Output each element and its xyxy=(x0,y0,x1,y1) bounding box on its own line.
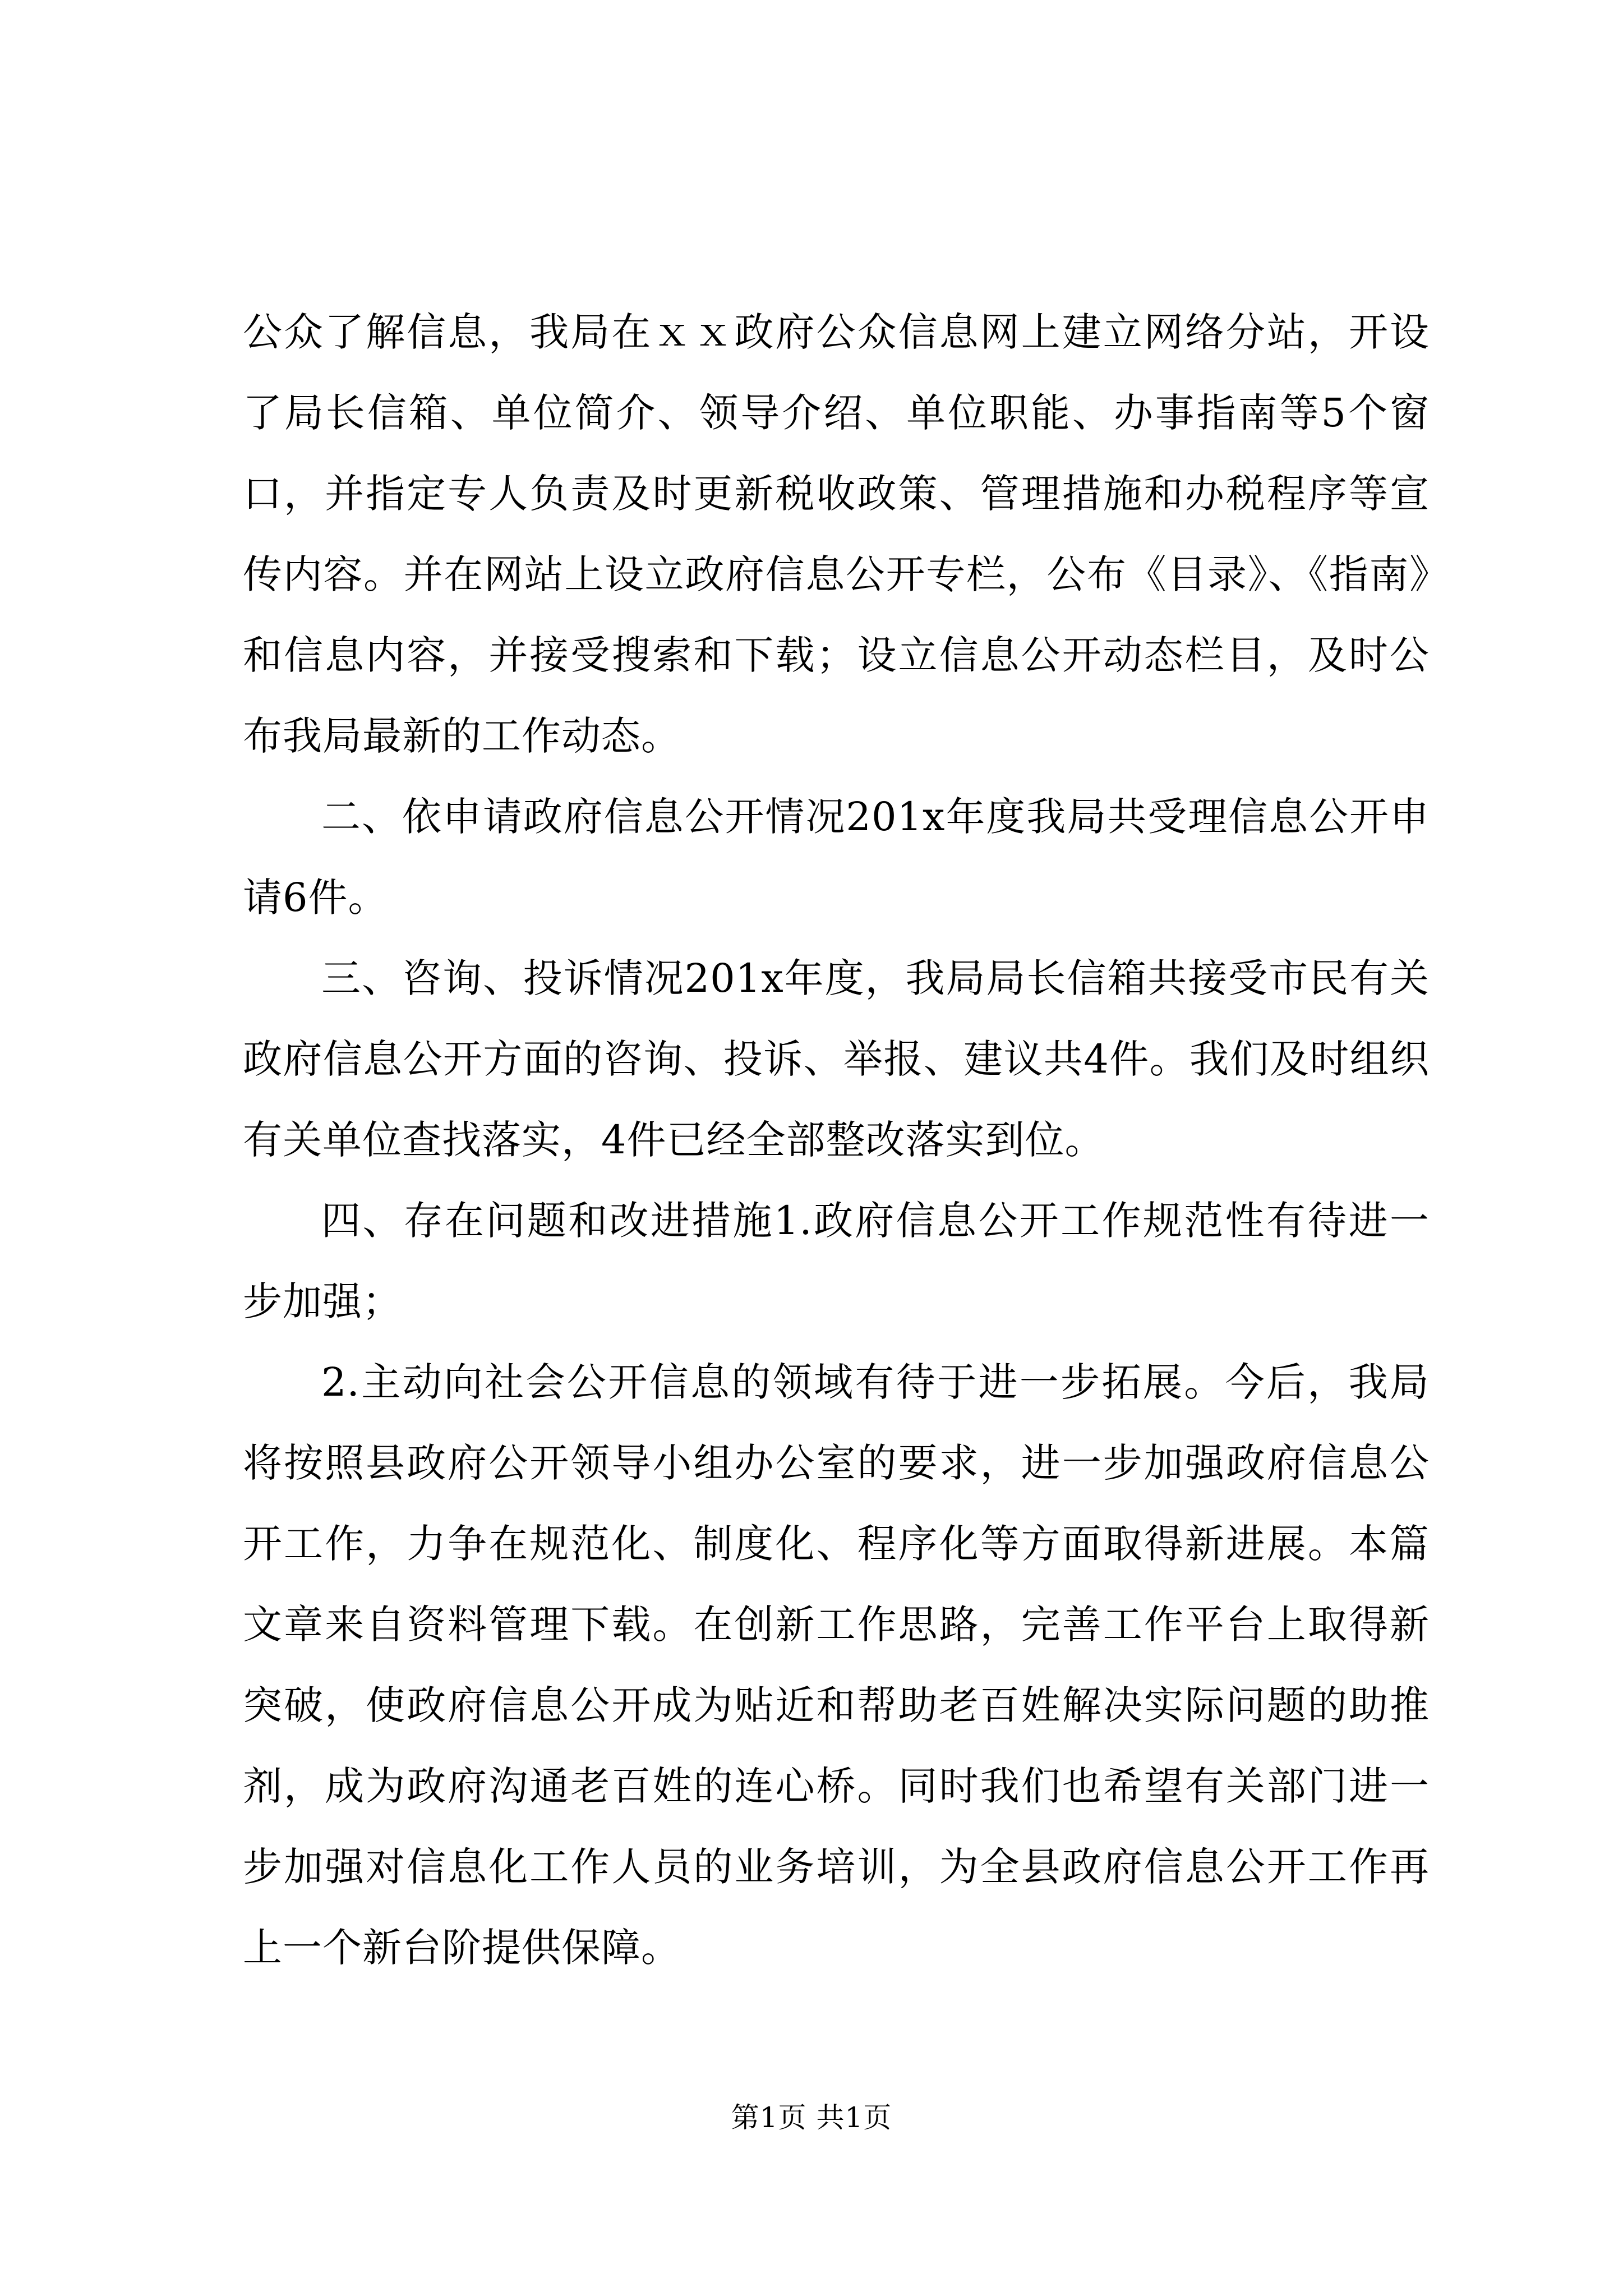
paragraph-section-4: 四、存在问题和改进措施1.政府信息公开工作规范性有待进一步加强； xyxy=(243,1198,1430,1324)
page-number-footer: 第1页 共1页 xyxy=(731,2101,892,2134)
paragraph-section-2: 二、依申请政府信息公开情况201x年度我局共受理信息公开申请6件。 xyxy=(243,794,1430,921)
paragraph-continuation: 公众了解信息，我局在ｘｘ政府公众信息网上建立网络分站，开设了局长信箱、单位简介、领导介绍、单位职能、办事指南等5个窗口，并指定专人负责及时更新税收政策、管理措施和办税程序等宣传内容。并在网站上设立政府信息公开专栏，公布《目录》、《指南》和信息内容，并接受搜索和下载；设立信息公开动态栏目，及时公布我局最新的工作动态。 xyxy=(243,309,1430,759)
paragraph-section-3: 三、咨询、投诉情况201x年度，我局局长信箱共接受市民有关政府信息公开方面的咨询、投诉、举报、建议共4件。我们及时组织有关单位查找落实，4件已经全部整改落实到位。 xyxy=(243,955,1430,1163)
document-body xyxy=(243,292,1430,1988)
paragraph-item-2: 2.主动向社会公开信息的领域有待于进一步拓展。今后，我局将按照县政府公开领导小组办公室的要求，进一步加强政府信息公开工作，力争在规范化、制度化、程序化等方面取得新进展。本篇文章来自资料管理下载。在创新工作思路，完善工作平台上取得新突破，使政府信息公开成为贴近和帮助老百姓解决实际问题的助推剂，成为政府沟通老百姓的连心桥。同时我们也希望有关部门进一步加强对信息化工作人员的业务培训，为全县政府信息公开工作再上一个新台阶提供保障。 xyxy=(243,1359,1430,1971)
